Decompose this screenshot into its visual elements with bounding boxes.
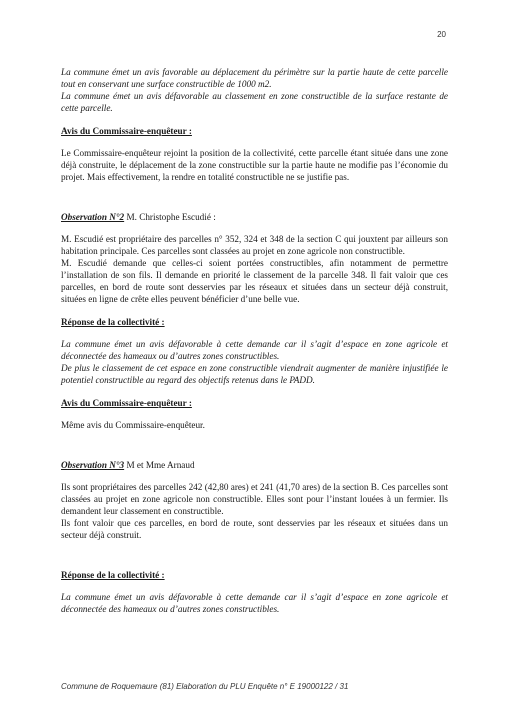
paragraph-reponse-2: La commune émet un avis défavorable à cette demande car il s’agit d’espace en zone agricole et déconnectée des hameaux ou d’autres zones constructibles.: [61, 592, 448, 614]
paragraph-avis-commissaire-1: Le Commissaire-enquêteur rejoint la position de la collectivité, cette parcelle étant située dans une zone déjà construite, le déplacement de la zone constructible sur la partie haute ne modifie pas l’économie du projet. Mais effectivement, la rendre en totalité constructible ne se justifie pas.: [61, 148, 448, 182]
heading-avis-commissaire-1: Avis du Commissaire-enquêteur :: [61, 126, 192, 136]
paragraph-commune-defavorable: La commune émet un avis défavorable au classement en zone constructible de la surface restante de cette parcelle.: [61, 91, 448, 113]
heading-reponse-collectivite-1: Réponse de la collectivité :: [61, 317, 165, 327]
paragraph-avis-commissaire-2: Même avis du Commissaire-enquêteur.: [61, 420, 205, 430]
document-body: [61, 66, 448, 615]
paragraph-reponse-1b: De plus le classement de cet espace en zone constructible viendrait augmenter de manière injustifiée le potentiel constructible au regard des objectifs retenus dans le PADD.: [61, 363, 448, 385]
observation-3-name: M et Mme Arnaud: [124, 460, 195, 470]
observation-2-name: M. Christophe Escudié :: [124, 212, 216, 222]
paragraph-obs2-demande: M. Escudié demande que celles-ci soient portées constructibles, afin notamment de permettre l’installation de son fils. Il demande en priorité le classement de la parcelle 348. Il fait valoir que ces parcelles, en bord de route sont desservies par les réseaux et situées dans un secteur déjà construit, situées en ligne de crête elles peuvent bénéficier d’une belle vue.: [61, 258, 448, 304]
paragraph-commune-favorable: La commune émet un avis favorable au déplacement du périmètre sur la partie haute de cette parcelle tout en conservant une surface constructible de 1000 m2.: [61, 67, 448, 89]
page-footer: Commune de Roquemaure (81) Elaboration du PLU Enquête n° E 19000122 / 31: [61, 682, 349, 691]
page-number: 20: [437, 30, 446, 39]
observation-3-title: [61, 459, 448, 471]
observation-2-label: Observation N°2: [61, 212, 125, 222]
heading-avis-commissaire-2: Avis du Commissaire-enquêteur :: [61, 398, 192, 408]
paragraph-reponse-1a: La commune émet un avis défavorable à cette demande car il s’agit d’espace en zone agricole et déconnectée des hameaux ou d’autres zones constructibles.: [61, 339, 448, 361]
heading-reponse-collectivite-2: Réponse de la collectivité :: [61, 570, 165, 580]
paragraph-obs2-parcelles: M. Escudié est propriétaire des parcelles n° 352, 324 et 348 de la section C qui jouxtent par ailleurs son habitation principale. Ces parcelles sont classées au projet en zone agricole non constructible.: [61, 234, 448, 256]
paragraph-obs3-parcelles: Ils sont propriétaires des parcelles 242 (42,80 ares) et 241 (41,70 ares) de la section B. Ces parcelles sont classées au projet en zone agricole non constructible. Elles sont pour l’instant louées à un fermier. Ils demandent leur classement en constructible.: [61, 482, 448, 516]
observation-2-title: [61, 211, 448, 223]
paragraph-obs3-valoir: Ils font valoir que ces parcelles, en bord de route, sont desservies par les réseaux et situées dans un secteur déjà construit.: [61, 518, 448, 540]
observation-3-label: Observation N°3: [61, 460, 125, 470]
